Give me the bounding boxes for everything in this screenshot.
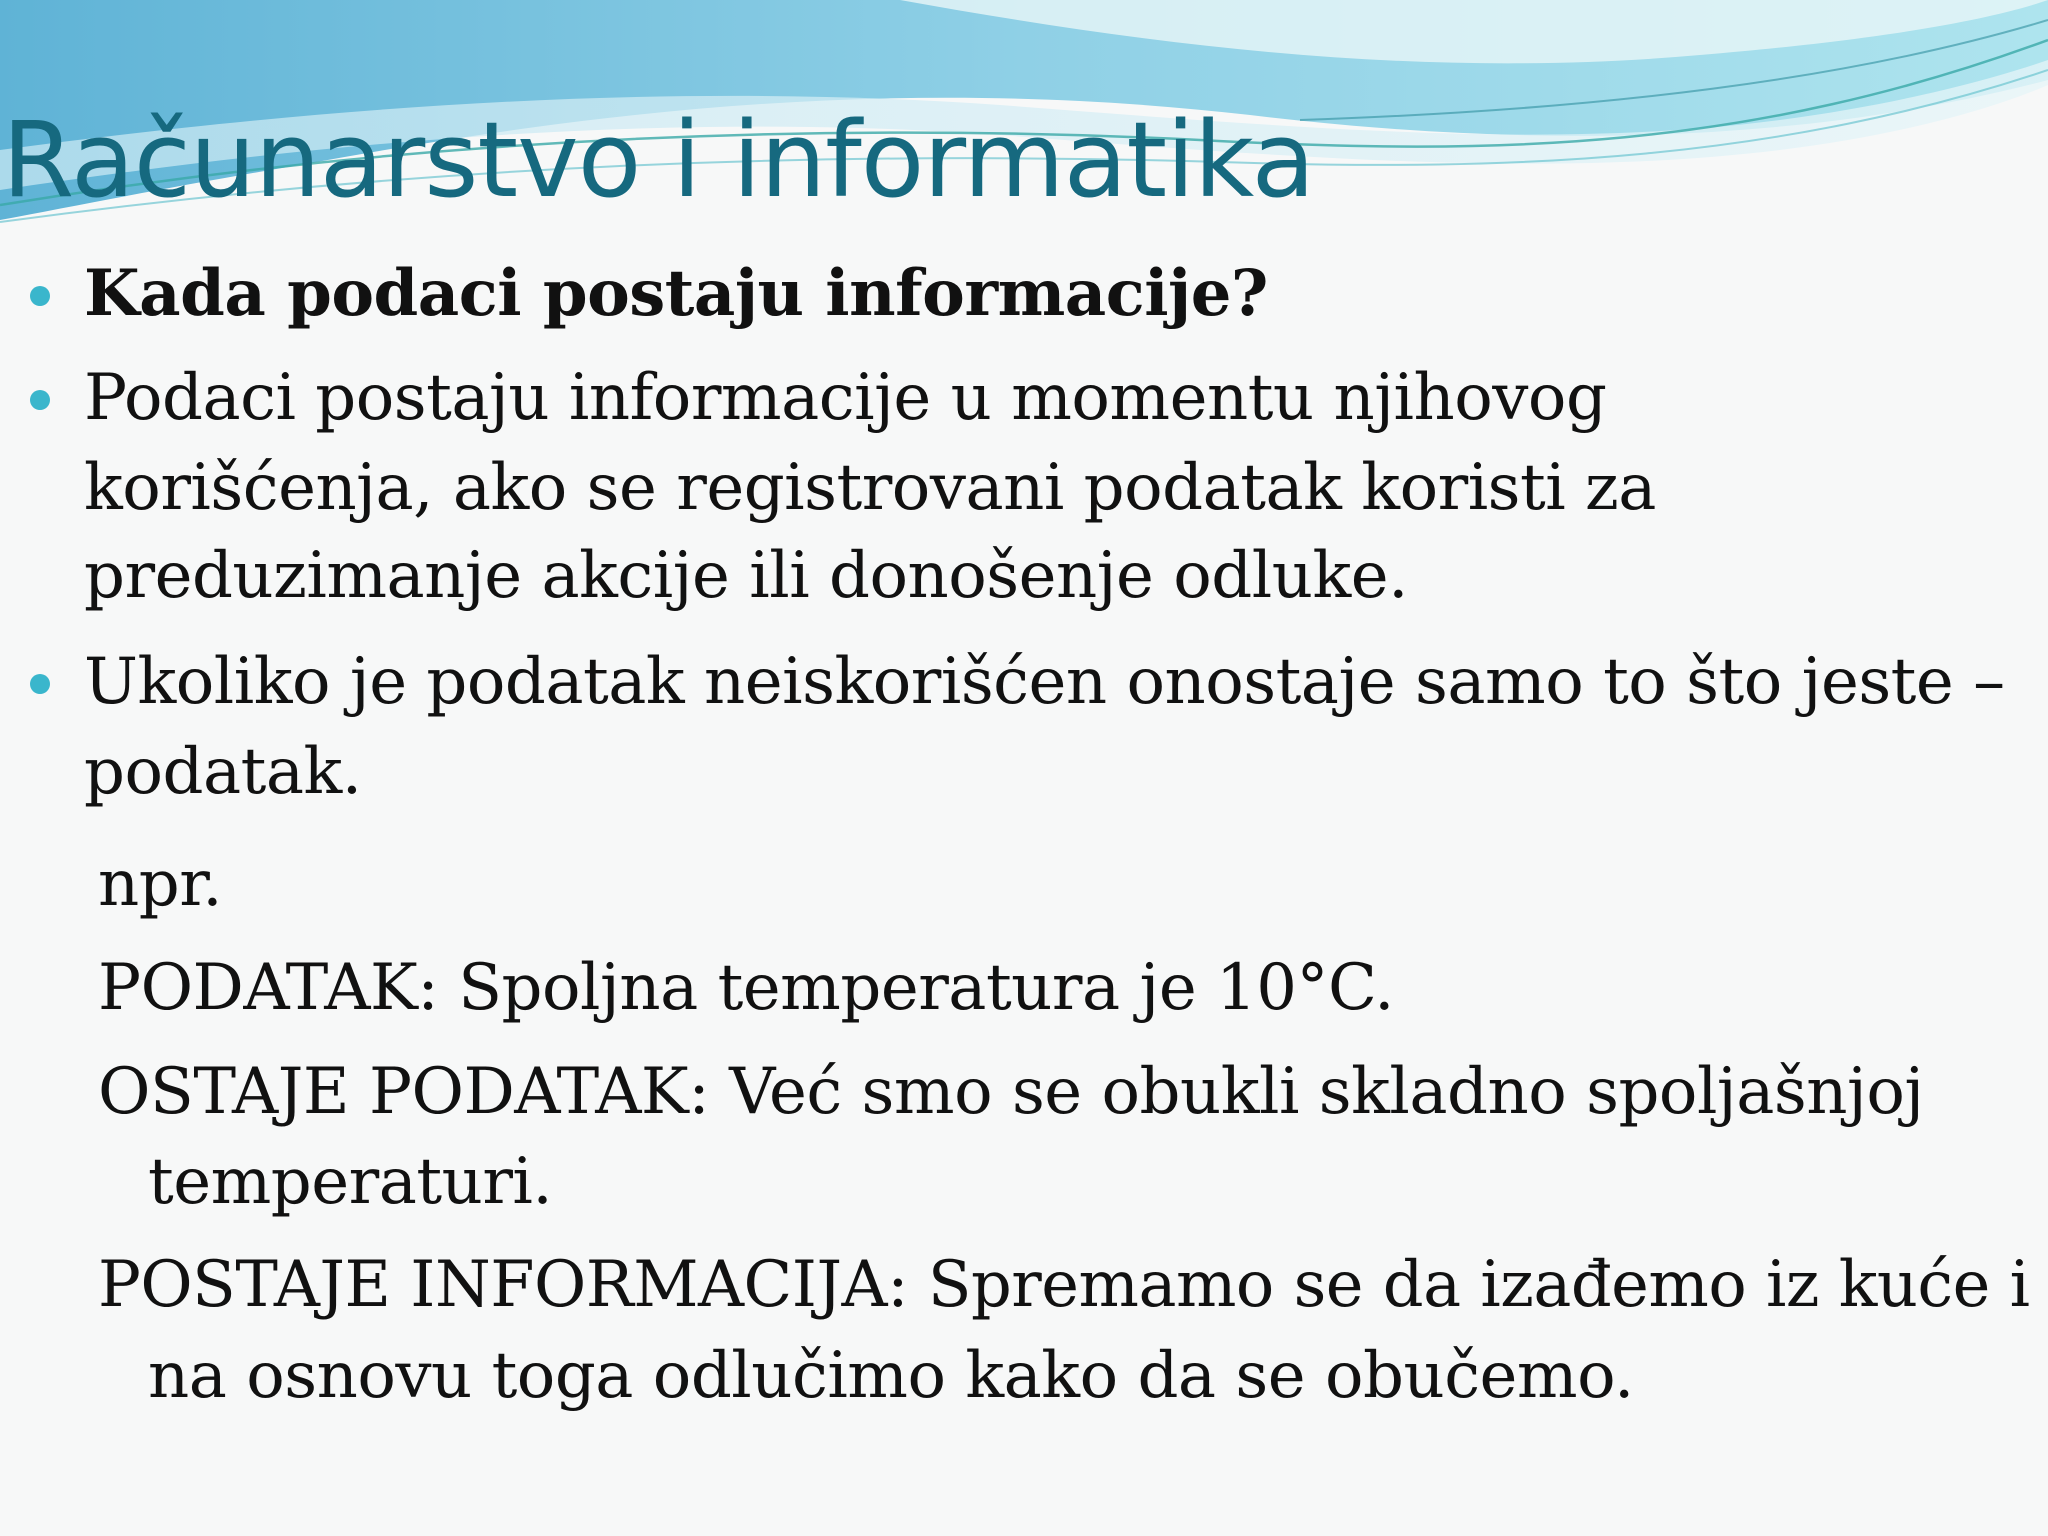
example-ostaje-line-1: OSTAJE PODATAK: Već smo se obukli skladno spoljašnjoj bbox=[98, 1055, 1924, 1129]
bullet-2-line-3: preduzimanje akcije ili donošenje odluke. bbox=[84, 539, 1408, 613]
slide-title: Računarstvo i informatika bbox=[2, 99, 1315, 221]
example-ostaje-line-2: temperaturi. bbox=[148, 1145, 553, 1219]
bullet-icon bbox=[30, 674, 50, 694]
bullet-3-line-1: Ukoliko je podatak neiskorišćen onostaje samo to što jeste – bbox=[84, 645, 2005, 719]
bullet-2-line-1: Podaci postaju informacije u momentu njihovog bbox=[84, 361, 1607, 435]
bullet-2-line-2: korišćenja, ako se registrovani podatak koristi za bbox=[84, 451, 1656, 525]
example-podatak: PODATAK: Spoljna temperatura je 10°C. bbox=[98, 951, 1394, 1025]
bullet-3-line-2: podatak. bbox=[84, 735, 362, 809]
example-postaje-line-2: na osnovu toga odlučimo kako da se obučemo. bbox=[148, 1339, 1634, 1413]
example-postaje-line-1: POSTAJE INFORMACIJA: Spremamo se da izađemo iz kuće i bbox=[98, 1248, 2030, 1322]
bullet-icon bbox=[30, 286, 50, 306]
bullet-1-line-1: Kada podaci postaju informacije? bbox=[84, 256, 1268, 331]
bullet-icon bbox=[30, 390, 50, 410]
example-intro: npr. bbox=[98, 847, 223, 921]
